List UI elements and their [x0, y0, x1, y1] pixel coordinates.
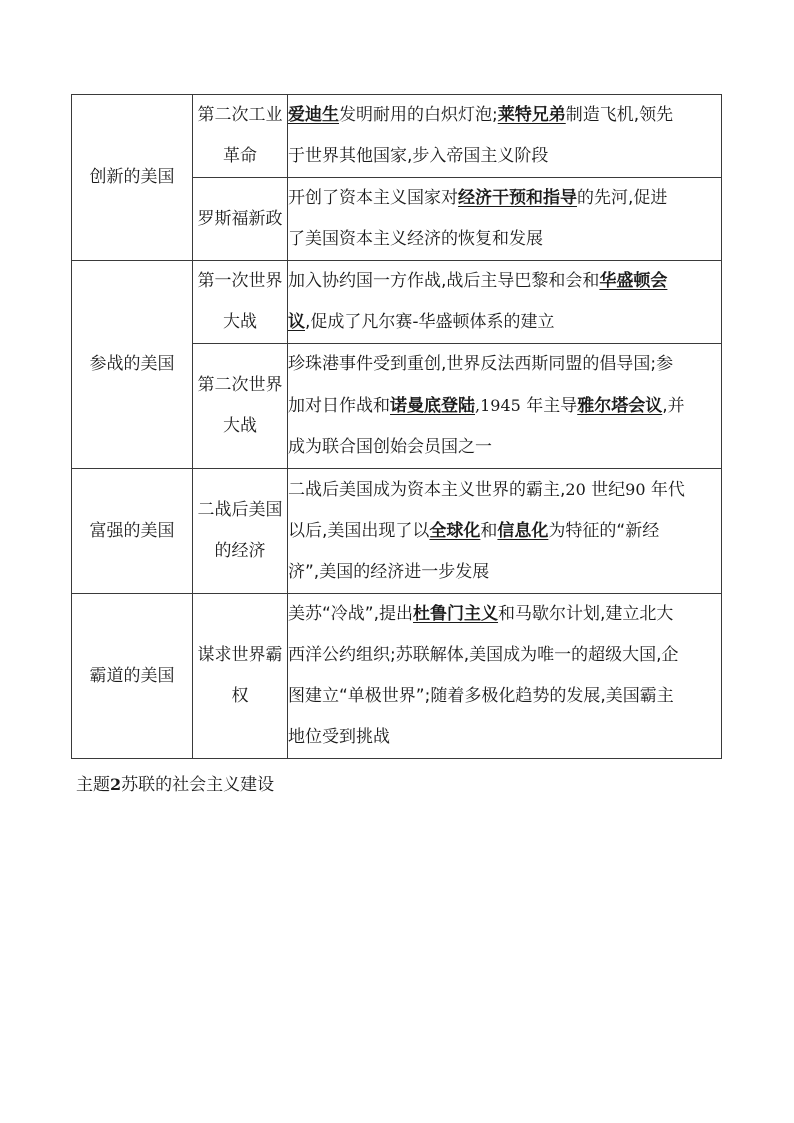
event-label: 二战后美国: [197, 500, 283, 520]
description-text: ,促成了凡尔赛-华盛顿体系的建立: [305, 312, 555, 332]
keyword-highlight: 信息化: [497, 521, 549, 541]
category-label: 创新的美国: [89, 167, 175, 187]
event-label: 第二次工业: [197, 105, 283, 125]
description-text: 加入协约国一方作战,战后主导巴黎和会和: [288, 271, 600, 291]
event-label: 第一次世界: [197, 271, 283, 291]
description-text: 世纪: [585, 480, 626, 500]
description-line: [288, 676, 721, 717]
description-line: [288, 302, 721, 343]
keyword-highlight: 全球化: [429, 521, 481, 541]
description-text: 西洋公约组织;苏联解体,美国成为唯一的超级大国,企: [288, 645, 679, 665]
category-label: 霸道的美国: [89, 665, 175, 686]
description-cell: [288, 594, 722, 759]
description-line: [288, 136, 721, 177]
description-line: [288, 635, 721, 676]
keyword-highlight: 杜鲁门主义: [413, 604, 499, 624]
description-text: 发明耐用的白炽灯泡;: [339, 105, 498, 125]
description-line: [288, 427, 721, 468]
keyword-highlight: 雅尔塔会议: [577, 396, 663, 416]
description-text: 于世界其他国家,步入帝国主义阶段: [288, 146, 549, 166]
category-cell: [72, 469, 193, 594]
description-text: 美苏“冷战”,提出: [288, 604, 414, 624]
description-line: [288, 344, 721, 385]
event-cell: [193, 178, 288, 261]
description-text: 和: [480, 521, 498, 541]
event-label: 的经济: [214, 541, 266, 561]
section-heading-title: 苏联的社会主义建设: [121, 775, 275, 795]
description-text: 制造飞机,领先: [565, 105, 674, 125]
description-text: 90: [625, 480, 646, 499]
table-body: [72, 95, 722, 759]
category-label: 参战的美国: [89, 354, 175, 374]
description-text: 的先河,促进: [577, 188, 668, 208]
description-line: [288, 95, 721, 136]
keyword-highlight: 华盛顿会: [599, 271, 668, 291]
description-text: 为特征的“新经: [548, 521, 660, 541]
event-label: 罗斯福新政: [197, 208, 283, 229]
history-summary-table: [71, 94, 722, 759]
description-text: 以后,美国出现了以: [288, 521, 430, 541]
description-text: 年代: [645, 480, 685, 500]
description-text: 成为联合国创始会员国之一: [288, 437, 492, 457]
description-text: 加对日作战和: [288, 396, 390, 416]
event-cell: [193, 469, 288, 594]
description-line: [288, 469, 721, 511]
section-heading-number: 2: [110, 775, 122, 794]
description-text: 和马歇尔计划,建立北大: [498, 604, 674, 624]
description-line: [288, 178, 721, 219]
event-label: 大战: [223, 312, 257, 332]
description-text: 珍珠港事件受到重创,世界反法西斯同盟的倡导国;参: [288, 354, 674, 374]
description-cell: [288, 178, 722, 261]
description-text: 地位受到挑战: [288, 727, 390, 747]
table-row: [72, 594, 722, 759]
description-text: 开创了资本主义国家对: [288, 188, 458, 208]
description-line: [288, 717, 721, 758]
description-line: [288, 385, 721, 427]
keyword-highlight: 议: [288, 312, 305, 332]
table-row: [72, 95, 722, 178]
description-text: ,并: [662, 396, 685, 416]
event-label: 谋求世界霸: [197, 645, 283, 665]
description-cell: [288, 469, 722, 594]
event-cell: [193, 261, 288, 344]
event-label: 革命: [223, 146, 257, 166]
description-text: 济”,美国的经济进一步发展: [288, 562, 490, 582]
description-text: 二战后美国成为资本主义世界的霸主,: [288, 480, 566, 500]
description-line: [288, 552, 721, 593]
event-label: 大战: [223, 416, 257, 436]
category-cell: [72, 594, 193, 759]
keyword-highlight: 莱特兄弟: [497, 105, 566, 125]
description-line: [288, 594, 721, 635]
section-heading-prefix: 主题: [76, 775, 110, 795]
keyword-highlight: 经济干预和指导: [458, 188, 577, 208]
event-cell: [193, 344, 288, 469]
description-text: 年主导: [520, 396, 578, 416]
description-line: [288, 511, 721, 552]
description-cell: [288, 95, 722, 178]
table-row: [72, 469, 722, 594]
event-label: 权: [231, 686, 249, 706]
keyword-highlight: 爱迪生: [288, 105, 339, 125]
keyword-highlight: 诺曼底登陆: [390, 396, 475, 416]
description-text: ,1945: [475, 396, 521, 415]
table-row: [72, 261, 722, 344]
event-label: 第二次世界: [197, 375, 283, 395]
description-text: 图建立“单极世界”;随着多极化趋势的发展,美国霸主: [288, 686, 674, 706]
category-cell: [72, 95, 193, 261]
category-cell: [72, 261, 193, 469]
description-line: [288, 219, 721, 260]
description-text: 了美国资本主义经济的恢复和发展: [288, 229, 543, 249]
event-cell: [193, 594, 288, 759]
description-text: 20: [565, 480, 586, 499]
event-cell: [193, 95, 288, 178]
description-cell: [288, 344, 722, 469]
description-cell: [288, 261, 722, 344]
category-label: 富强的美国: [89, 520, 175, 541]
description-line: [288, 261, 721, 302]
section-heading: [76, 772, 274, 798]
